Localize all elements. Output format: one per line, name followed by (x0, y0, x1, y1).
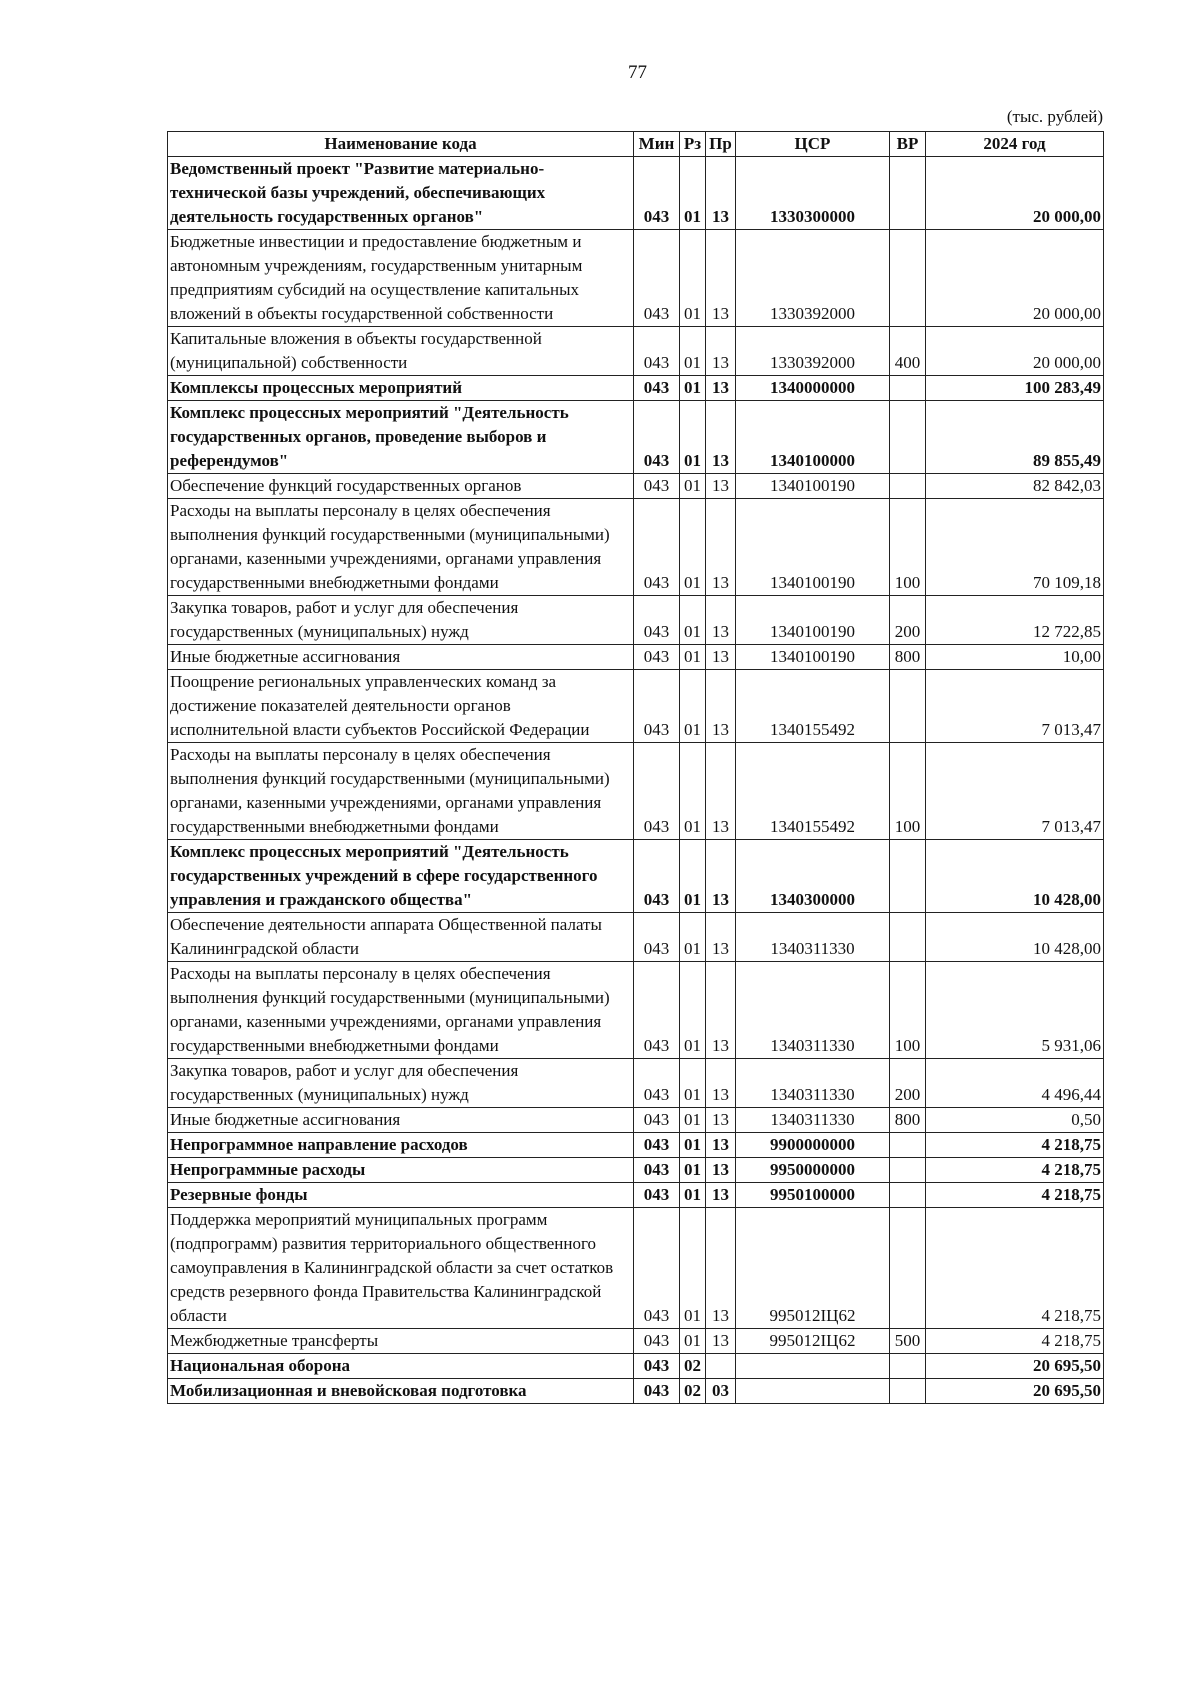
row-rz: 01 (680, 327, 706, 376)
row-name: Непрограммные расходы (168, 1158, 634, 1183)
row-csr: 1340311330 (736, 913, 890, 962)
units-note: (тыс. рублей) (1006, 107, 1103, 126)
row-name: Мобилизационная и вневойсковая подготовка (168, 1379, 634, 1404)
row-amount: 0,50 (926, 1108, 1104, 1133)
row-name: Расходы на выплаты персоналу в целях обеспечения выполнения функций государственными (муниципальными) органами, казенными учреждениями, органами управления государственными внебюджетными фондами (168, 962, 634, 1059)
row-amount: 4 496,44 (926, 1059, 1104, 1108)
row-pr: 13 (706, 474, 736, 499)
row-name: Комплексы процессных мероприятий (168, 376, 634, 401)
table-row (168, 962, 1104, 1059)
row-pr: 13 (706, 1183, 736, 1208)
row-csr (736, 1354, 890, 1379)
row-name: Закупка товаров, работ и услуг для обеспечения государственных (муниципальных) нужд (168, 596, 634, 645)
row-csr: 1340100190 (736, 645, 890, 670)
row-name: Иные бюджетные ассигнования (168, 1108, 634, 1133)
row-name: Поддержка мероприятий муниципальных программ (подпрограмм) развития территориального общественного самоуправления в Калининградской области за счет остатков средств резервного фонда Правительства Калининградской области (168, 1208, 634, 1329)
header-year: 2024 год (926, 132, 1104, 157)
table-row (168, 840, 1104, 913)
row-min: 043 (634, 1329, 680, 1354)
header-vr: ВР (890, 132, 926, 157)
row-vr (890, 1133, 926, 1158)
row-pr: 13 (706, 1208, 736, 1329)
row-name: Расходы на выплаты персоналу в целях обеспечения выполнения функций государственными (муниципальными) органами, казенными учреждениями, органами управления государственными внебюджетными фондами (168, 499, 634, 596)
row-vr: 100 (890, 499, 926, 596)
row-rz: 01 (680, 401, 706, 474)
row-rz: 01 (680, 376, 706, 401)
row-min: 043 (634, 1108, 680, 1133)
row-csr: 9950100000 (736, 1183, 890, 1208)
row-min: 043 (634, 401, 680, 474)
row-amount: 7 013,47 (926, 670, 1104, 743)
row-csr: 1340000000 (736, 376, 890, 401)
row-rz: 02 (680, 1379, 706, 1404)
table-row (168, 1183, 1104, 1208)
row-min: 043 (634, 1133, 680, 1158)
row-min: 043 (634, 670, 680, 743)
row-name: Ведомственный проект "Развитие материально-технической базы учреждений, обеспечивающих деятельность государственных органов" (168, 157, 634, 230)
row-amount: 4 218,75 (926, 1329, 1104, 1354)
row-name: Капитальные вложения в объекты государственной (муниципальной) собственности (168, 327, 634, 376)
row-amount: 20 000,00 (926, 230, 1104, 327)
row-amount: 12 722,85 (926, 596, 1104, 645)
row-min: 043 (634, 840, 680, 913)
row-pr: 13 (706, 1329, 736, 1354)
row-vr (890, 670, 926, 743)
row-vr (890, 1158, 926, 1183)
row-csr: 1340100190 (736, 474, 890, 499)
row-min: 043 (634, 743, 680, 840)
table-row (168, 1379, 1104, 1404)
row-csr: 9950000000 (736, 1158, 890, 1183)
row-min: 043 (634, 327, 680, 376)
row-name: Закупка товаров, работ и услуг для обеспечения государственных (муниципальных) нужд (168, 1059, 634, 1108)
row-csr: 1340100190 (736, 596, 890, 645)
row-csr: 995012IЦ62 (736, 1329, 890, 1354)
row-name: Комплекс процессных мероприятий "Деятельность государственных учреждений в сфере государственного управления и гражданского общества" (168, 840, 634, 913)
row-csr: 1340100190 (736, 499, 890, 596)
header-row (168, 132, 1104, 157)
page-number: 77 (628, 62, 647, 83)
row-csr: 1330300000 (736, 157, 890, 230)
header-csr: ЦСР (736, 132, 890, 157)
row-vr: 200 (890, 596, 926, 645)
row-min: 043 (634, 230, 680, 327)
row-vr (890, 157, 926, 230)
row-name: Национальная оборона (168, 1354, 634, 1379)
row-amount: 100 283,49 (926, 376, 1104, 401)
row-name: Непрограммное направление расходов (168, 1133, 634, 1158)
row-csr: 1340311330 (736, 962, 890, 1059)
row-rz: 01 (680, 1059, 706, 1108)
row-vr (890, 840, 926, 913)
row-amount: 20 000,00 (926, 327, 1104, 376)
row-pr: 13 (706, 1158, 736, 1183)
row-rz: 02 (680, 1354, 706, 1379)
row-min: 043 (634, 1158, 680, 1183)
row-vr (890, 1183, 926, 1208)
row-pr: 13 (706, 230, 736, 327)
row-rz: 01 (680, 743, 706, 840)
row-min: 043 (634, 157, 680, 230)
row-name: Расходы на выплаты персоналу в целях обеспечения выполнения функций государственными (муниципальными) органами, казенными учреждениями, органами управления государственными внебюджетными фондами (168, 743, 634, 840)
row-name: Обеспечение функций государственных органов (168, 474, 634, 499)
row-amount: 20 695,50 (926, 1354, 1104, 1379)
row-min: 043 (634, 376, 680, 401)
row-pr: 13 (706, 327, 736, 376)
row-pr: 13 (706, 962, 736, 1059)
row-rz: 01 (680, 962, 706, 1059)
row-rz: 01 (680, 1108, 706, 1133)
row-name: Обеспечение деятельности аппарата Общественной палаты Калининградской области (168, 913, 634, 962)
table-row (168, 230, 1104, 327)
header-pr: Пр (706, 132, 736, 157)
row-amount: 4 218,75 (926, 1183, 1104, 1208)
row-csr: 1340311330 (736, 1108, 890, 1133)
table-row (168, 1329, 1104, 1354)
row-pr: 13 (706, 157, 736, 230)
row-pr (706, 1354, 736, 1379)
row-rz: 01 (680, 1183, 706, 1208)
row-vr (890, 401, 926, 474)
row-pr: 13 (706, 596, 736, 645)
row-rz: 01 (680, 840, 706, 913)
row-vr (890, 1379, 926, 1404)
row-pr: 13 (706, 913, 736, 962)
row-vr (890, 230, 926, 327)
header-name: Наименование кода (168, 132, 634, 157)
row-rz: 01 (680, 670, 706, 743)
row-rz: 01 (680, 1329, 706, 1354)
row-vr: 500 (890, 1329, 926, 1354)
row-amount: 5 931,06 (926, 962, 1104, 1059)
table-row (168, 499, 1104, 596)
row-rz: 01 (680, 1133, 706, 1158)
row-pr: 13 (706, 743, 736, 840)
row-name: Поощрение региональных управленческих команд за достижение показателей деятельности органов исполнительной власти субъектов Российской Федерации (168, 670, 634, 743)
table-row (168, 376, 1104, 401)
row-pr: 13 (706, 1133, 736, 1158)
row-csr: 1330392000 (736, 327, 890, 376)
table-row (168, 743, 1104, 840)
row-pr: 13 (706, 376, 736, 401)
table-row (168, 474, 1104, 499)
row-csr: 1330392000 (736, 230, 890, 327)
row-pr: 13 (706, 670, 736, 743)
row-pr: 13 (706, 645, 736, 670)
row-min: 043 (634, 1379, 680, 1404)
row-amount: 7 013,47 (926, 743, 1104, 840)
row-rz: 01 (680, 913, 706, 962)
table-row (168, 401, 1104, 474)
row-vr: 100 (890, 962, 926, 1059)
row-name: Межбюджетные трансферты (168, 1329, 634, 1354)
row-min: 043 (634, 596, 680, 645)
row-rz: 01 (680, 474, 706, 499)
row-vr: 800 (890, 645, 926, 670)
row-rz: 01 (680, 499, 706, 596)
row-amount: 10 428,00 (926, 913, 1104, 962)
row-vr (890, 1354, 926, 1379)
row-csr: 1340311330 (736, 1059, 890, 1108)
row-vr (890, 474, 926, 499)
row-csr (736, 1379, 890, 1404)
row-min: 043 (634, 1354, 680, 1379)
row-min: 043 (634, 913, 680, 962)
row-pr: 13 (706, 840, 736, 913)
table-row (168, 913, 1104, 962)
row-min: 043 (634, 645, 680, 670)
row-amount: 82 842,03 (926, 474, 1104, 499)
row-name: Комплекс процессных мероприятий "Деятельность государственных органов, проведение выборов и референдумов" (168, 401, 634, 474)
row-name: Резервные фонды (168, 1183, 634, 1208)
row-rz: 01 (680, 596, 706, 645)
table-row (168, 157, 1104, 230)
row-min: 043 (634, 1208, 680, 1329)
row-csr: 1340155492 (736, 670, 890, 743)
budget-table (167, 131, 1104, 1404)
row-csr: 9900000000 (736, 1133, 890, 1158)
row-min: 043 (634, 962, 680, 1059)
row-rz: 01 (680, 157, 706, 230)
row-vr (890, 1208, 926, 1329)
row-pr: 13 (706, 401, 736, 474)
table-row (168, 1133, 1104, 1158)
row-vr (890, 913, 926, 962)
table-row (168, 670, 1104, 743)
row-amount: 10,00 (926, 645, 1104, 670)
row-vr (890, 376, 926, 401)
row-pr: 13 (706, 1108, 736, 1133)
row-amount: 10 428,00 (926, 840, 1104, 913)
table-row (168, 1208, 1104, 1329)
row-rz: 01 (680, 230, 706, 327)
row-pr: 13 (706, 499, 736, 596)
table-row (168, 645, 1104, 670)
header-rz: Рз (680, 132, 706, 157)
row-min: 043 (634, 499, 680, 596)
row-min: 043 (634, 1059, 680, 1108)
row-amount: 89 855,49 (926, 401, 1104, 474)
row-csr: 1340100000 (736, 401, 890, 474)
row-amount: 20 000,00 (926, 157, 1104, 230)
table-row (168, 596, 1104, 645)
row-rz: 01 (680, 645, 706, 670)
row-min: 043 (634, 1183, 680, 1208)
row-vr: 800 (890, 1108, 926, 1133)
row-amount: 4 218,75 (926, 1158, 1104, 1183)
row-pr: 13 (706, 1059, 736, 1108)
row-csr: 995012IЦ62 (736, 1208, 890, 1329)
row-csr: 1340155492 (736, 743, 890, 840)
row-csr: 1340300000 (736, 840, 890, 913)
row-amount: 4 218,75 (926, 1133, 1104, 1158)
table-row (168, 1158, 1104, 1183)
row-vr: 200 (890, 1059, 926, 1108)
row-min: 043 (634, 474, 680, 499)
row-amount: 70 109,18 (926, 499, 1104, 596)
row-name: Бюджетные инвестиции и предоставление бюджетным и автономным учреждениям, государственным унитарным предприятиям субсидий на осуществление капитальных вложений в объекты государственной собственности (168, 230, 634, 327)
row-pr: 03 (706, 1379, 736, 1404)
row-vr: 100 (890, 743, 926, 840)
table-row (168, 1108, 1104, 1133)
row-vr: 400 (890, 327, 926, 376)
row-rz: 01 (680, 1208, 706, 1329)
row-amount: 4 218,75 (926, 1208, 1104, 1329)
header-min: Мин (634, 132, 680, 157)
table-row (168, 1354, 1104, 1379)
table-row (168, 1059, 1104, 1108)
table-row (168, 327, 1104, 376)
row-name: Иные бюджетные ассигнования (168, 645, 634, 670)
row-amount: 20 695,50 (926, 1379, 1104, 1404)
row-rz: 01 (680, 1158, 706, 1183)
